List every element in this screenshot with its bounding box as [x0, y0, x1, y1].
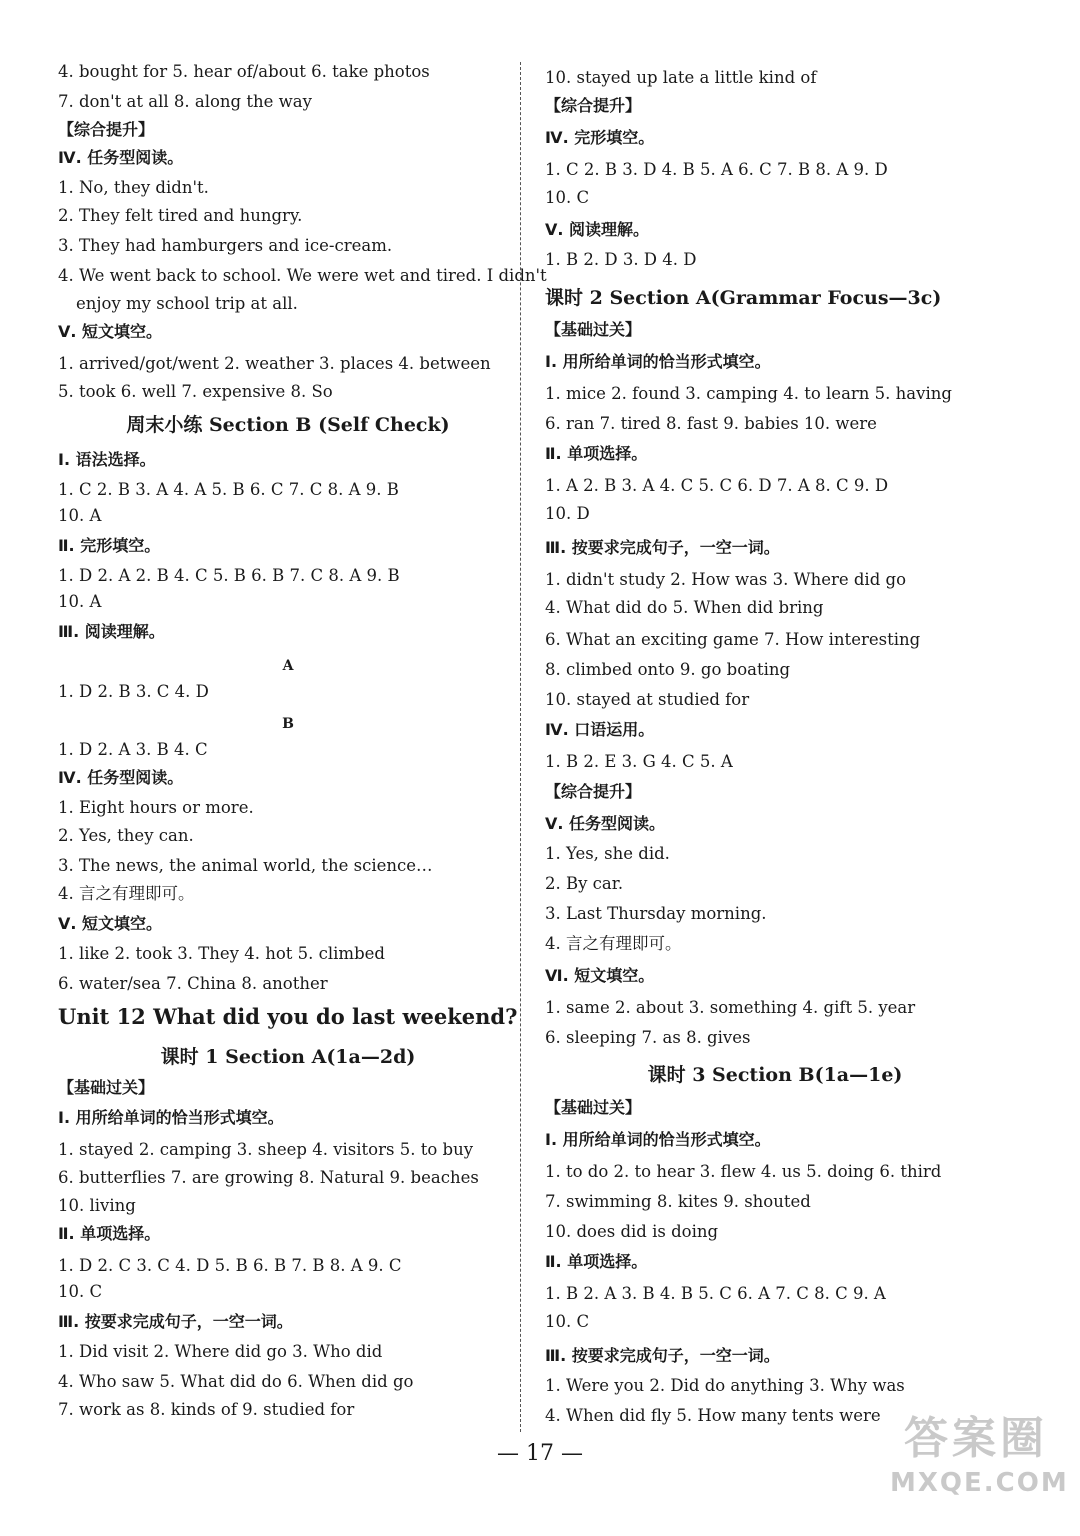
left-line: 4. We went back to school. We were wet and tired. I didn't [58, 266, 547, 285]
right-line: 1. Yes, she did. [545, 844, 670, 863]
right-line: 1. B 2. A 3. B 4. B 5. C 6. A 7. C 8. C 9. A [545, 1284, 886, 1303]
column-divider [520, 62, 521, 1432]
left-line: 1. D 2. C 3. C 4. D 5. B 6. B 7. B 8. A 9. C [58, 1256, 402, 1275]
page-number: — 17 — [497, 1441, 583, 1466]
right-line: 4. What did do 5. When did bring [545, 598, 824, 617]
right-line: 2. By car. [545, 874, 624, 893]
left-line: 【基础过关】 [58, 1078, 155, 1097]
left-line: 10. living [58, 1196, 136, 1215]
right-line: 【基础过关】 [545, 320, 642, 339]
left-line: Ⅴ. 短文填空。 [58, 322, 163, 341]
left-line: 4. Who saw 5. What did do 6. When did go [58, 1372, 414, 1391]
right-line: 【综合提升】 [545, 96, 642, 115]
right-line: 10. C [545, 1312, 590, 1331]
left-line: 7. don't at all 8. along the way [58, 92, 312, 111]
right-line: Ⅰ. 用所给单词的恰当形式填空。 [545, 352, 771, 371]
right-line: 10. stayed up late a little kind of [545, 68, 817, 87]
right-line: Ⅱ. 单项选择。 [545, 444, 648, 463]
left-line: 10. A [58, 592, 102, 611]
left-line: A [282, 658, 294, 674]
left-line: B [282, 716, 294, 732]
right-line: Ⅳ. 口语运用。 [545, 720, 655, 739]
left-line: 课时 1 Section A(1a—2d) [160, 1046, 416, 1068]
left-line: 1. Did visit 2. Where did go 3. Who did [58, 1342, 383, 1361]
left-line: Ⅱ. 单项选择。 [58, 1224, 161, 1243]
right-line: Ⅰ. 用所给单词的恰当形式填空。 [545, 1130, 771, 1149]
right-line: Ⅴ. 阅读理解。 [545, 220, 650, 239]
right-line: Ⅴ. 任务型阅读。 [545, 814, 666, 833]
right-line: 【基础过关】 [545, 1098, 642, 1117]
left-line: Ⅰ. 语法选择。 [58, 450, 156, 469]
left-line: 6. water/sea 7. China 8. another [58, 974, 328, 993]
left-line: 10. C [58, 1282, 103, 1301]
left-line: 5. took 6. well 7. expensive 8. So [58, 382, 333, 401]
right-line: Ⅲ. 按要求完成句子，一空一词。 [545, 538, 780, 557]
watermark-text: 答案圈 [904, 1413, 1048, 1464]
right-line: 1. C 2. B 3. D 4. B 5. A 6. C 7. B 8. A 9. D [545, 160, 888, 179]
left-line: 1. Eight hours or more. [58, 798, 254, 817]
right-line: 1. Were you 2. Did do anything 3. Why was [545, 1376, 905, 1395]
right-line: Ⅱ. 单项选择。 [545, 1252, 648, 1271]
right-line: 4. 言之有理即可。 [545, 934, 682, 953]
right-line: 1. A 2. B 3. A 4. C 5. C 6. D 7. A 8. C 9. D [545, 476, 889, 495]
left-line: 1. D 2. A 3. B 4. C [58, 740, 208, 759]
left-line: 1. D 2. B 3. C 4. D [58, 682, 209, 701]
left-line: 3. They had hamburgers and ice-cream. [58, 236, 393, 255]
right-line: Ⅵ. 短文填空。 [545, 966, 655, 985]
left-line: Ⅰ. 用所给单词的恰当形式填空。 [58, 1108, 284, 1127]
left-line: Ⅲ. 阅读理解。 [58, 622, 165, 641]
left-line: 周末小练 Section B (Self Check) [126, 414, 450, 436]
right-line: 1. B 2. D 3. D 4. D [545, 250, 697, 269]
right-line: 8. climbed onto 9. go boating [545, 660, 791, 679]
right-line: 6. What an exciting game 7. How interesting [545, 630, 921, 649]
left-line: 1. arrived/got/went 2. weather 3. places 4. between [58, 354, 491, 373]
right-line: 10. stayed at studied for [545, 690, 750, 709]
left-line: 1. stayed 2. camping 3. sheep 4. visitors 5. to buy [58, 1140, 474, 1159]
watermark-url: MXQE.COM [890, 1468, 1069, 1498]
left-line: 1. D 2. A 2. B 4. C 5. B 6. B 7. C 8. A 9. B [58, 566, 400, 585]
right-line: 1. B 2. E 3. G 4. C 5. A [545, 752, 733, 771]
left-line: 10. A [58, 506, 102, 525]
right-line: 3. Last Thursday morning. [545, 904, 767, 923]
right-line: 1. mice 2. found 3. camping 4. to learn 5. having [545, 384, 952, 403]
right-line: Ⅳ. 完形填空。 [545, 128, 655, 147]
left-line: 2. Yes, they can. [58, 826, 194, 845]
left-line: Ⅴ. 短文填空。 [58, 914, 163, 933]
right-line: 6. ran 7. tired 8. fast 9. babies 10. were [545, 414, 877, 433]
right-line: 1. to do 2. to hear 3. flew 4. us 5. doing 6. third [545, 1162, 942, 1181]
left-line: enjoy my school trip at all. [76, 294, 298, 313]
left-line: Ⅱ. 完形填空。 [58, 536, 161, 555]
left-line: 3. The news, the animal world, the science… [58, 856, 433, 875]
watermark-logo [890, 1412, 1069, 1522]
right-line: 1. same 2. about 3. something 4. gift 5. year [545, 998, 916, 1017]
right-line: 10. C [545, 188, 590, 207]
left-line: 7. work as 8. kinds of 9. studied for [58, 1400, 355, 1419]
right-line: 课时 2 Section A(Grammar Focus—3c) [545, 287, 942, 309]
left-line: 6. butterflies 7. are growing 8. Natural 9. beaches [58, 1168, 479, 1187]
right-line: Ⅲ. 按要求完成句子，一空一词。 [545, 1346, 780, 1365]
right-line: 6. sleeping 7. as 8. gives [545, 1028, 751, 1047]
right-line: 课时 3 Section B(1a—1e) [647, 1064, 903, 1086]
left-line: Ⅲ. 按要求完成句子，一空一词。 [58, 1312, 293, 1331]
left-line: 【综合提升】 [58, 120, 155, 139]
left-line: Ⅳ. 任务型阅读。 [58, 768, 184, 787]
left-line: 1. like 2. took 3. They 4. hot 5. climbed [58, 944, 385, 963]
left-line: 1. No, they didn't. [58, 178, 209, 197]
left-line: Ⅳ. 任务型阅读。 [58, 148, 184, 167]
right-line: 7. swimming 8. kites 9. shouted [545, 1192, 811, 1211]
right-line: 4. When did fly 5. How many tents were [545, 1406, 881, 1425]
left-line: 1. C 2. B 3. A 4. A 5. B 6. C 7. C 8. A 9. B [58, 480, 399, 499]
right-line: 【综合提升】 [545, 782, 642, 801]
right-line: 10. does did is doing [545, 1222, 719, 1241]
left-line: 2. They felt tired and hungry. [58, 206, 303, 225]
right-line: 10. D [545, 504, 590, 523]
right-line: 1. didn't study 2. How was 3. Where did go [545, 570, 907, 589]
left-line: Unit 12 What did you do last weekend? [58, 1004, 518, 1029]
left-line: 4. 言之有理即可。 [58, 884, 195, 903]
left-line: 4. bought for 5. hear of/about 6. take photos [58, 62, 430, 81]
